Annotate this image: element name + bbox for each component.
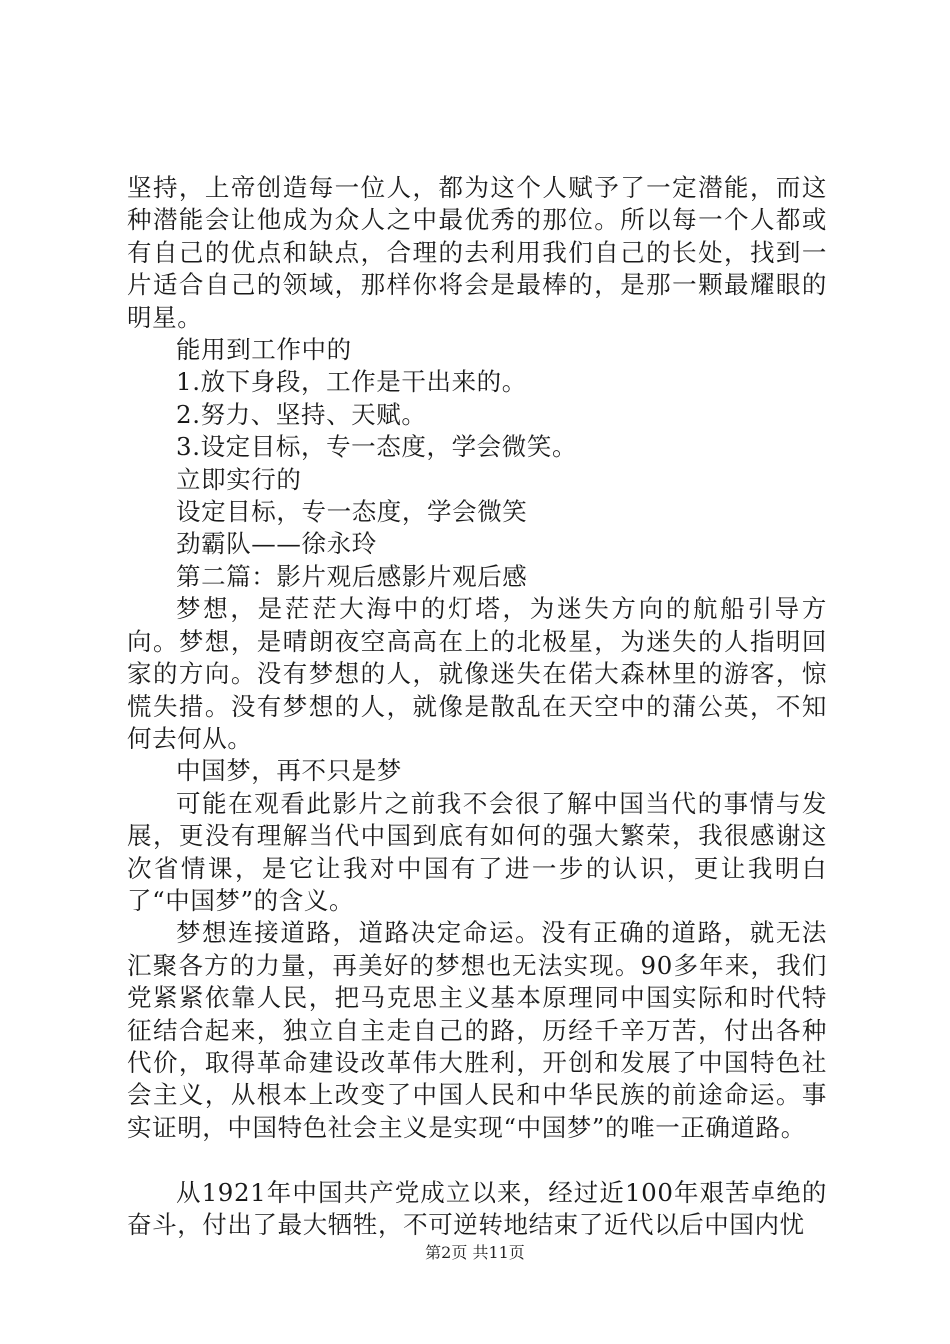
chapter-title: 第二篇：影片观后感影片观后感 [176,561,528,591]
paragraph: 从1921年中国共产党成立以来，经过近100年艰苦卓绝的奋斗，付出了最大牺牲，不可逆转地结束了近代以后中国内忧 [127,1177,827,1239]
body-text [127,172,827,1241]
list-item: 3.设定目标，专一态度，学会微笑。 [176,432,578,462]
paragraph-gap [127,1144,827,1176]
paragraph: 设定目标，专一态度，学会微笑 [176,497,528,527]
list-item: 2.努力、坚持、天赋。 [176,399,427,429]
list-item: 1.放下身段，工作是干出来的。 [176,367,527,397]
section-heading: 立即实行的 [176,464,302,494]
section-heading: 中国梦，再不只是梦 [176,756,402,786]
section-heading: 能用到工作中的 [176,335,352,365]
paragraph: 可能在观看此影片之前我不会很了解中国当代的事情与发展，更没有理解当代中国到底有如何的强大繁荣，我很感谢这次省情课，是它让我对中国有了进一步的认识，更让我明白了“中国梦”的含义。 [127,788,827,915]
author-line: 劲霸队——徐永玲 [176,529,377,559]
paragraph: 梦想连接道路，道路决定命运。没有正确的道路，就无法汇聚各方的力量，再美好的梦想也无法实现。90多年来，我们党紧紧依靠人民，把马克思主义基本原理同中国实际和时代特征结合起来，独立自主走自己的路，历经千辛万苦，付出各种代价，取得革命建设改革伟大胜利，开创和发展了中国特色社会主义，从根本上改变了中国人民和中华民族的前途命运。事实证明，中国特色社会主义是实现“中国梦”的唯一正确道路。 [127,918,827,1142]
paragraph: 梦想，是茫茫大海中的灯塔，为迷失方向的航船引导方向。梦想，是晴朗夜空高高在上的北极星，为迷失的人指明回家的方向。没有梦想的人，就像迷失在偌大森林里的游客，惊慌失措。没有梦想的人，就像是散乱在天空中的蒲公英，不知何去何从。 [127,594,827,753]
page-number: 第2页 共11页 [425,1243,525,1262]
paragraph: 坚持，上帝创造每一位人，都为这个人赋予了一定潜能，而这种潜能会让他成为众人之中最优秀的那位。所以每一个人都或有自己的优点和缺点，合理的去利用我们自己的长处，找到一片适合自己的领域，那样你将会是最棒的，是那一颗最耀眼的明星。 [127,173,827,332]
